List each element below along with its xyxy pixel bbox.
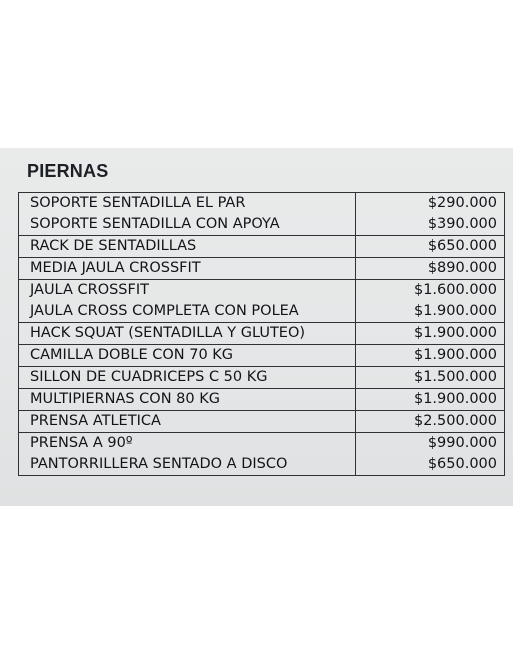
- item-name: SOPORTE SENTADILLA EL PAR: [19, 193, 356, 215]
- table-row: [19, 389, 505, 411]
- table-row: [19, 367, 505, 389]
- table-row: [19, 280, 505, 302]
- item-name: SILLON DE CUADRICEPS C 50 KG: [19, 367, 356, 389]
- item-name: PRENSA ATLETICA: [19, 411, 356, 433]
- item-price: $2.500.000: [356, 411, 505, 433]
- item-name: MULTIPIERNAS CON 80 KG: [19, 389, 356, 411]
- item-price: $390.000: [356, 214, 505, 236]
- price-sheet: [0, 148, 513, 506]
- item-price: $650.000: [356, 236, 505, 258]
- item-name: PRENSA A 90º: [19, 433, 356, 455]
- item-name: PANTORRILLERA SENTADO A DISCO: [19, 454, 356, 476]
- item-price: $650.000: [356, 454, 505, 476]
- table-row: [19, 323, 505, 345]
- item-name: MEDIA JAULA CROSSFIT: [19, 258, 356, 280]
- item-price: $1.900.000: [356, 323, 505, 345]
- table-row: [19, 258, 505, 280]
- section-title: PIERNAS: [27, 161, 109, 181]
- item-price: $1.900.000: [356, 301, 505, 323]
- table-row: [19, 433, 505, 455]
- item-name: SOPORTE SENTADILLA CON APOYA: [19, 214, 356, 236]
- table-row: [19, 193, 505, 215]
- table-row: [19, 411, 505, 433]
- table-row: [19, 454, 505, 476]
- table-row: [19, 301, 505, 323]
- item-name: CAMILLA DOBLE CON 70 KG: [19, 345, 356, 367]
- item-name: RACK DE SENTADILLAS: [19, 236, 356, 258]
- item-name: JAULA CROSS COMPLETA CON POLEA: [19, 301, 356, 323]
- item-price: $1.500.000: [356, 367, 505, 389]
- item-price: $1.900.000: [356, 389, 505, 411]
- item-price: $890.000: [356, 258, 505, 280]
- item-price: $1.900.000: [356, 345, 505, 367]
- item-price: $990.000: [356, 433, 505, 455]
- item-price: $290.000: [356, 193, 505, 215]
- table-row: [19, 345, 505, 367]
- table-row: [19, 214, 505, 236]
- table-row: [19, 236, 505, 258]
- item-name: JAULA CROSSFIT: [19, 280, 356, 302]
- item-price: $1.600.000: [356, 280, 505, 302]
- price-table: [18, 192, 505, 476]
- item-name: HACK SQUAT (SENTADILLA Y GLUTEO): [19, 323, 356, 345]
